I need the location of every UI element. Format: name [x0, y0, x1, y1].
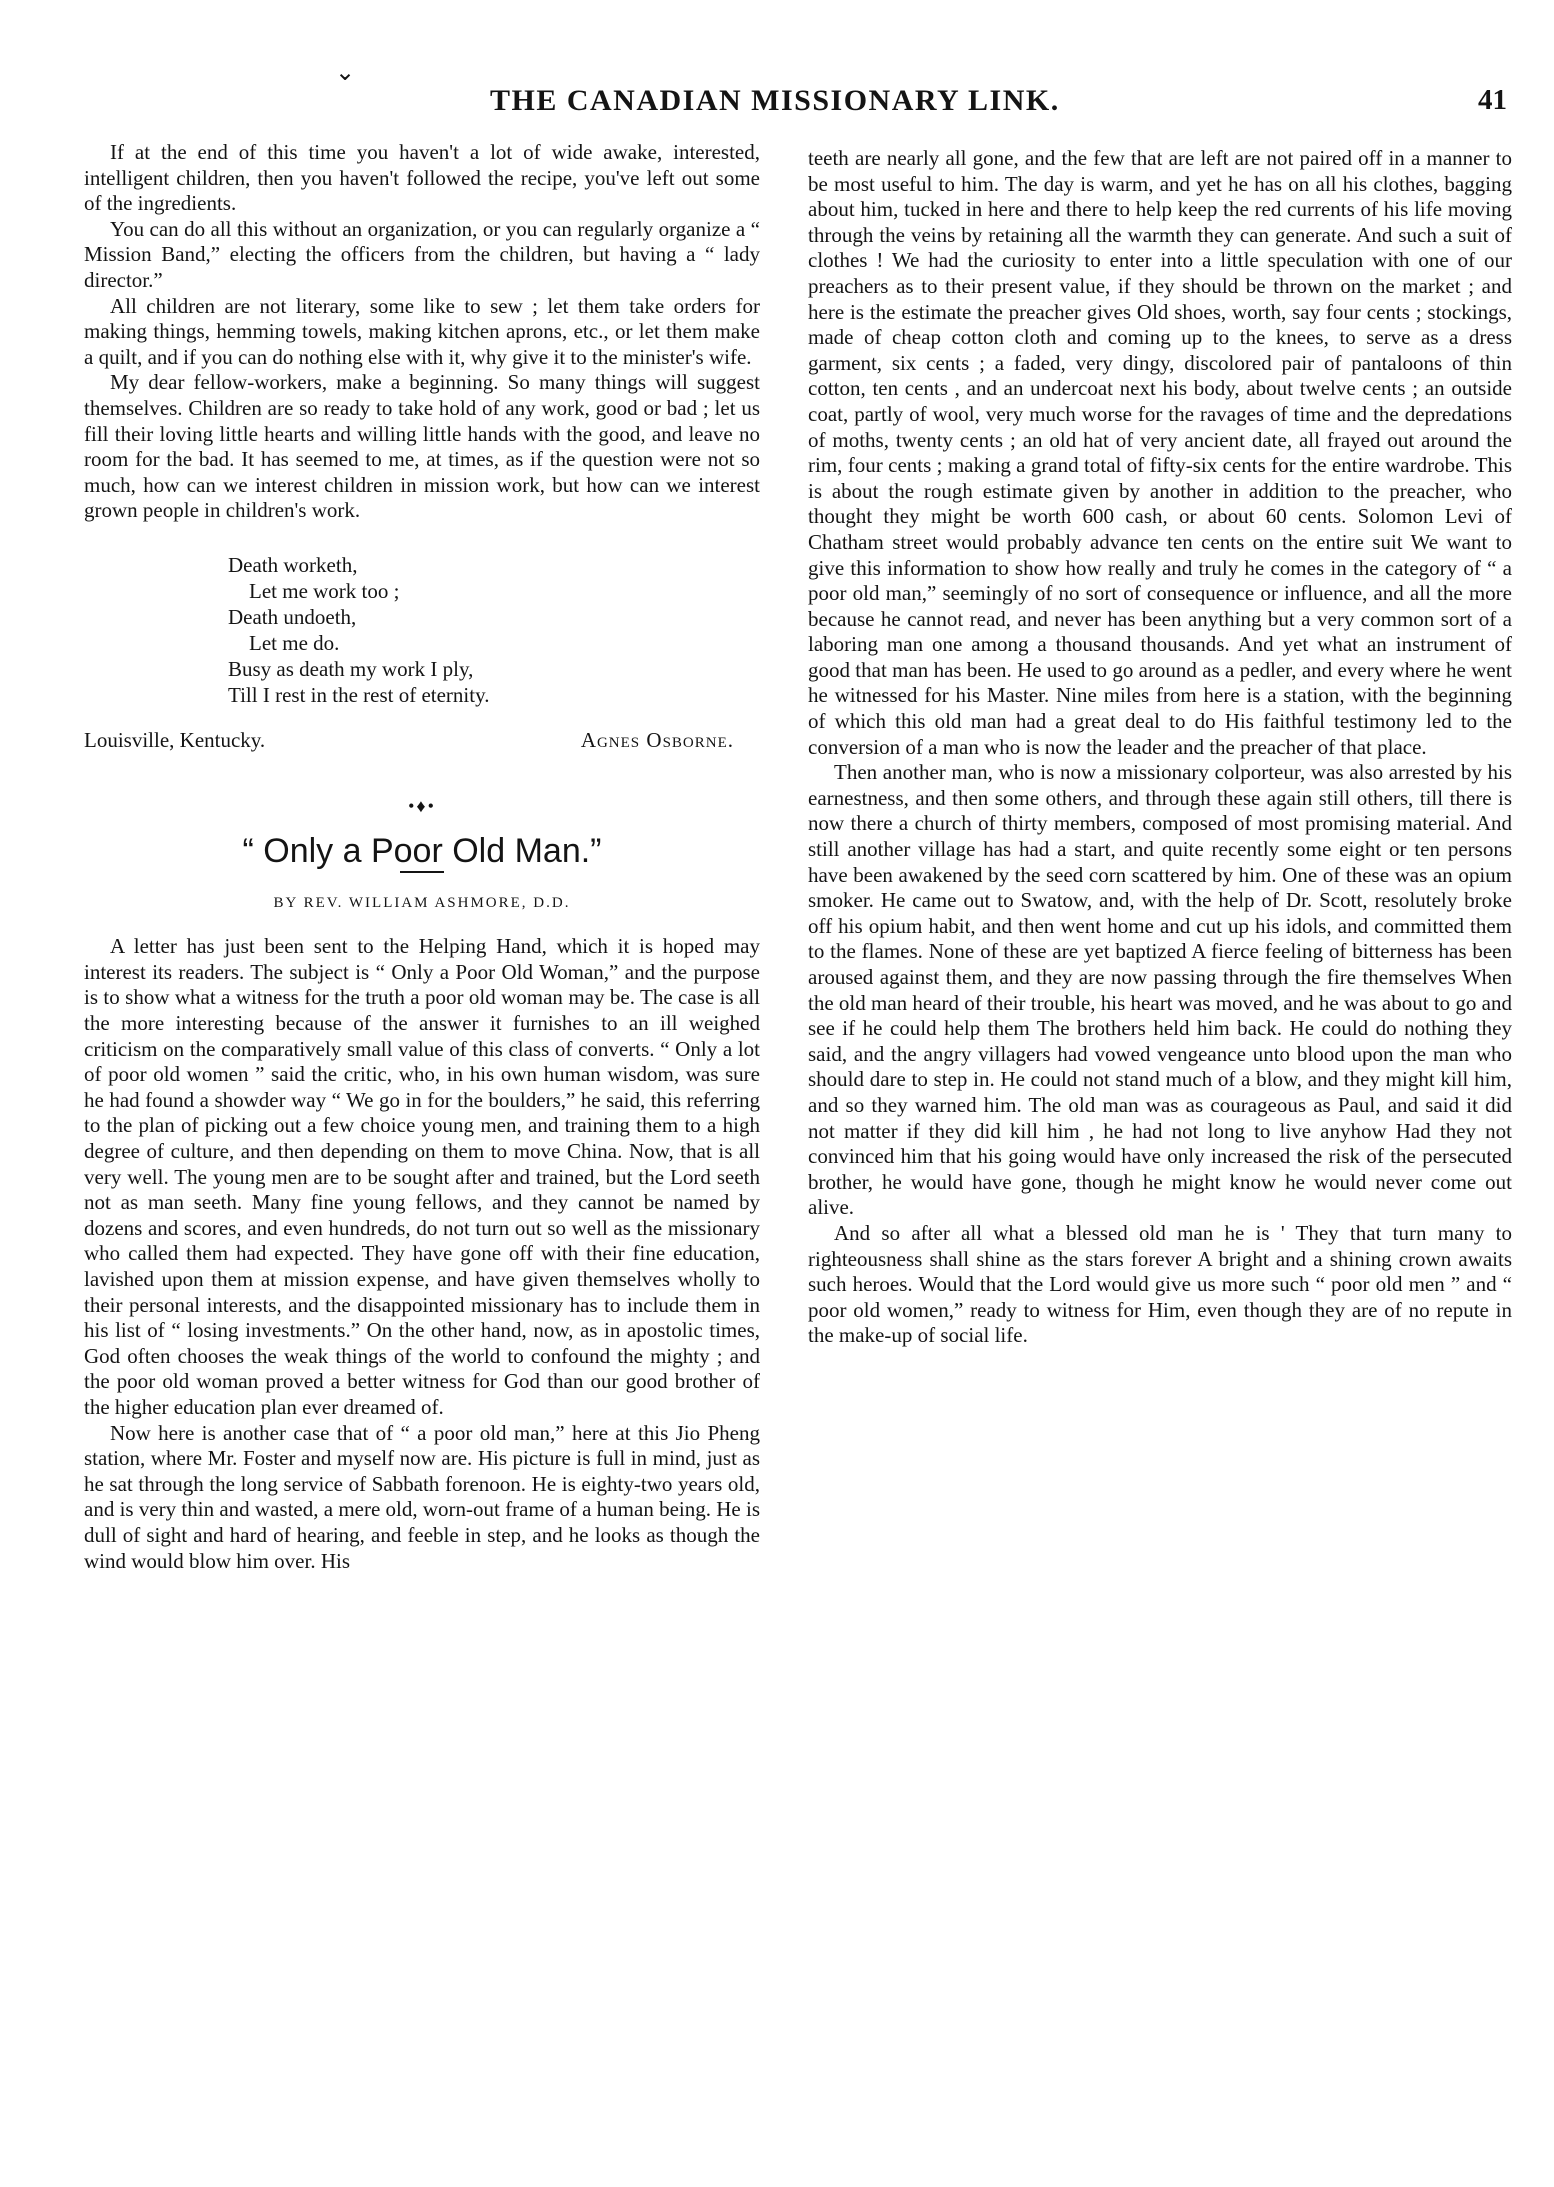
paragraph: My dear fellow-workers, make a beginning. So many things will suggest themselves. Children are so ready to take hold of any work, good or bad ; let us fill their loving little hearts and willing little hands with the good, and leave no room for the bad. It has seemed to me, at times, as if the question were not so much, how can we interest children in mission work, but how can we interest grown people in children's work. — [84, 370, 760, 523]
title-rule — [400, 871, 444, 873]
article-title: “ Only a Poor Old Man.” — [242, 832, 602, 871]
poem-line: Let me work too ; — [228, 578, 400, 603]
article-paragraph: A letter has just been sent to the Helping Hand, which it is hoped may interest its readers. The subject is “ Only a Poor Old Woman,” and the purpose is to show what a witness for the truth a poor old woman may be. The case is all the more interesting because of the answer it furnishes to an ill weighed criticism on the comparatively small value of this class of converts. “ Only a lot of poor old women ” said the critic, who, in his own human wisdom, was sure he had found a showder way “ We go in for the boulders,” he said, this referring to the plan of picking out a few choice young men, and training them to a high degree of culture, and then depending on them to move China. Now, that is all very well. The young men are to be sought after and trained, but the Lord seeth not as man seeth. Many fine young fellows, and they cannot be named by dozens and scores, and even hundreds, do not turn out so well as the missionary who called them had expected. They have gone off with their fine education, lavished upon them at mission expense, and have given themselves wholly to their personal interests, and the disappointed missionary has to include them in his list of “ losing investments.” On the other hand, now, as in apostolic times, God often chooses the weak things of the world to confound the mighty ; and the poor old woman proved a better witness for God than our good brother of the higher education plan ever dreamed of. — [84, 934, 760, 1419]
running-header-title: THE CANADIAN MISSIONARY LINK. — [490, 84, 1060, 117]
poem-line: Death worketh, — [228, 552, 358, 577]
article-paragraph: And so after all what a blessed old man he is ' They that turn many to righteousness shall shine as the stars forever A bright and a shining crown awaits such heroes. Would that the Lord would give us more such “ poor old men ” and “ poor old women,” ready to witness for Him, even though they are of no repute in the make-up of social life. — [808, 1220, 1512, 1348]
poem-line: Death undoeth, — [228, 604, 357, 629]
poem-line: Busy as death my work I ply, — [228, 656, 474, 681]
poem — [84, 552, 760, 708]
article-byline: BY REV. WILLIAM ASHMORE, D.D. — [273, 894, 571, 911]
poem-line: Let me do. — [228, 630, 340, 655]
paragraph: You can do all this without an organization, or you can regularly organize a “ Mission Band,” electing the officers from the children, but having a “ lady director.” — [84, 216, 760, 292]
paragraph: All children are not literary, some like to sew ; let them take orders for making things, hemming towels, making kitchen aprons, etc., or let them make a quilt, and if you can do nothing else with it, why give it to the minister's wife. — [84, 293, 760, 369]
page-number: 41 — [1478, 84, 1507, 116]
signature — [84, 728, 734, 754]
article-paragraph: Then another man, who is now a missionary colporteur, was also arrested by his earnestness, and then some others, and through these again still others, till there is now there a church of thirty members, composed of most promising material. And still another village has had a start, and quite recently some eight or ten persons have been awakened by the seed corn scattered by him. One of these was an opium smoker. He came out to Swatow, and, with the help of Dr. Scott, resolutely broke off his opium habit, and then went home and cut up his idols, and committed them to the flames. None of these are yet baptized A fierce feeling of bitterness has been aroused against them, and they are now passing through the fire themselves When the old man heard of their trouble, his heart was moved, and he was about to go and see if he could help them The brothers held him back. He could do nothing they said, and the angry villagers had vowed vengeance unto blood upon the man who should dare to step in. He could not stand much of a blow, and they might kill him, and so they warned him. The old man was as courageous as Paul, and said it did not matter if they did kill him , he had not long to live anyhow Had they not convinced him that his going would have only increased the risk of the persecuted brother, he would have gone, though he might know he would never come out alive. — [808, 760, 1512, 1220]
signature-place: Louisville, Kentucky. — [84, 727, 266, 752]
article-paragraph: teeth are nearly all gone, and the few that are left are not paired off in a manner to be most useful to him. The day is warm, and yet he has on all his clothes, bagging about him, tucked in here and there to help keep the red currents of his life moving through the veins by retaining all the warmth they can generate. And such a suit of clothes ! We had the curiosity to enter into a little speculation with one of our preachers as to their present value, if they should be thrown on the market ; and here is the estimate the preacher gives Old shoes, worth, say four cents ; stockings, made of cheap cotton cloth and coming up to the knees, to serve as a dress garment, six cents ; a faded, very dingy, discolored pair of pantaloons of thin cotton, ten cents , and an undercoat next his body, about twelve cents ; an outside coat, partly of wool, very much worse for the ravages of time and the depredations of moths, twenty cents ; an old hat of very ancient date, all frayed out around the rim, four cents ; making a grand total of fifty-six cents for the entire wardrobe. This is about the rough estimate given by another in addition to the preacher, who thought they might be worth 600 cash, or about 60 cents. Solomon Levi of Chatham street would probably advance ten cents on the entire suit We want to give this information to show how really and truly he comes in the category of “ a poor old man,” seemingly of no sort of consequence or influence, and all the more because he cannot read, and never has been anything but a very common sort of a laboring man one among a thousand thousands. And yet what an instrument of good that man has been. He used to go around as a pedler, and every where he went he witnessed for his Master. Nine miles from here is a station, with the beginning of which this old man had a great deal to do His faithful testimony led to the conversion of a man who is now the leader and the preacher of that place. — [808, 146, 1512, 759]
signature-author: Agnes Osborne. — [580, 727, 734, 752]
poem-line: Till I rest in the rest of eternity. — [228, 682, 490, 707]
section-ornament: •♦• — [408, 795, 436, 816]
article-paragraph: Now here is another case that of “ a poor old man,” here at this Jio Pheng station, where Mr. Foster and myself now are. His picture is full in mind, just as he sat through the long service of Sabbath forenoon. He is eighty-two years old, and is very thin and wasted, a mere old, worn-out frame of a human being. He is dull of sight and hard of hearing, and feeble in step, and he looks as though the wind would blow him over. His — [84, 1420, 760, 1573]
right-column — [808, 146, 1512, 1349]
left-column — [84, 140, 760, 1574]
paragraph: If at the end of this time you haven't a lot of wide awake, interested, intelligent children, then you haven't followed the recipe, you've left out some of the ingredients. — [84, 140, 760, 216]
scan-mark: ⌄ — [335, 60, 356, 86]
